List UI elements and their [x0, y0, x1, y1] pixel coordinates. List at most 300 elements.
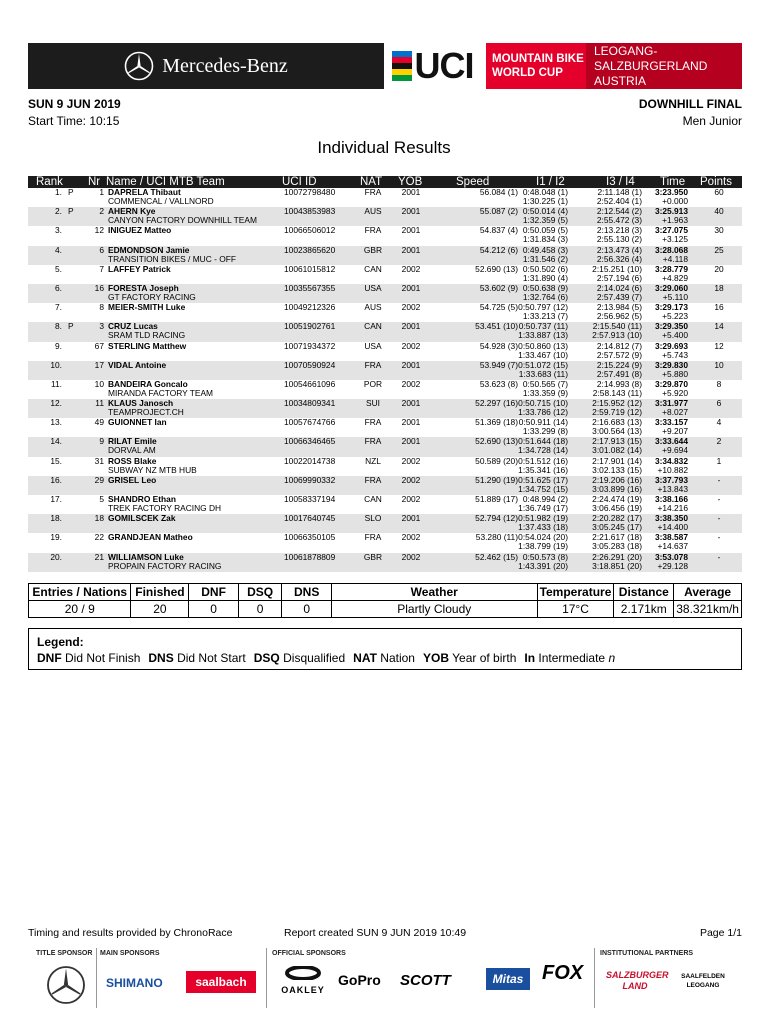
- cell-i2: 1:33.467 (10): [518, 349, 568, 360]
- uci-stripes-icon: [392, 51, 412, 81]
- cell-nr: 31: [94, 455, 104, 466]
- cell-gap: +14.637: [657, 541, 688, 552]
- cell-rank: 13.: [50, 417, 62, 428]
- oakley-ellipse-icon: [276, 966, 330, 980]
- results-table-body: [28, 188, 742, 572]
- summary-header-cell: DNF: [189, 584, 238, 601]
- cell-uci-id: 10054661096: [284, 378, 336, 389]
- legend-item: [353, 651, 415, 665]
- table-row: [28, 284, 742, 303]
- cell-i2: 1:38.799 (19): [518, 541, 568, 552]
- cell-speed: 50.589 (20): [475, 455, 518, 466]
- cell-uci-id: 10017640745: [284, 513, 336, 524]
- cell-i1: 0:50.715 (10): [518, 398, 568, 409]
- cell-points: 12: [714, 340, 724, 351]
- cell-speed: 53.280 (11): [475, 532, 518, 543]
- cell-speed: 53.623 (8): [479, 378, 518, 389]
- cell-uci-id: 10061015812: [284, 263, 336, 274]
- cell-rank: 17.: [50, 494, 62, 504]
- page-number: Page 1/1: [699, 927, 742, 939]
- cell-speed: 52.297 (16): [475, 398, 518, 409]
- cell-rider-name: GRISEL Leo: [108, 474, 157, 485]
- cell-i1: 0:50.860 (13): [518, 340, 568, 351]
- cell-i1: 0:51.982 (19): [518, 513, 568, 524]
- cell-team: TEAMPROJECT.CH: [108, 407, 184, 418]
- cell-yob: 2001: [401, 187, 421, 197]
- cell-yob: 2001: [401, 206, 421, 217]
- cell-time: 3:29.060: [654, 282, 688, 293]
- cell-i2: 1:34.752 (15): [518, 483, 568, 494]
- table-row: [28, 246, 742, 265]
- table-row: [28, 361, 742, 380]
- shimano-logo: SHIMANO: [106, 976, 163, 990]
- cell-uci-id: 10069990332: [284, 474, 336, 485]
- cell-rank: 16.: [50, 474, 62, 485]
- cell-speed: 53.451 (10): [475, 321, 518, 332]
- cell-time: 3:28.068: [654, 244, 688, 255]
- cell-yob: 2002: [401, 455, 421, 466]
- cell-team: GT FACTORY RACING: [108, 291, 196, 302]
- cell-i4: 2:55.130 (2): [596, 234, 642, 245]
- cell-i1: 0:49.458 (3): [522, 244, 568, 255]
- cell-i4: 2:57.572 (9): [596, 349, 642, 360]
- col-uci-id: UCI ID: [282, 176, 317, 188]
- cell-rank: 4.: [55, 244, 62, 255]
- cell-nat: NZL: [365, 455, 381, 466]
- cell-gap: +0.000: [662, 196, 688, 206]
- cell-i3: 2:13.473 (4): [596, 244, 642, 255]
- scott-logo: SCOTT: [400, 972, 451, 989]
- cell-speed: 52.690 (13): [475, 263, 518, 274]
- cell-i1: 0:51.512 (16): [518, 455, 568, 466]
- legend-text: Nation: [380, 651, 415, 665]
- cell-nr: 18: [94, 513, 104, 524]
- cell-i1: 0:50.911 (14): [518, 417, 568, 428]
- summary-value-cell: 2.171km: [614, 601, 674, 618]
- cell-speed: 54.928 (3): [479, 340, 518, 351]
- race-date: SUN 9 JUN 2019: [28, 97, 121, 111]
- cell-gap: +14.216: [657, 503, 688, 513]
- sponsor-divider: [96, 948, 97, 1008]
- cell-nr: 1: [99, 187, 104, 197]
- cell-nat: GBR: [363, 244, 383, 255]
- cell-i3: 2:13.218 (3): [596, 225, 642, 236]
- summary-value-cell: Plartly Cloudy: [331, 601, 537, 618]
- cell-nat: AUS: [364, 206, 382, 217]
- cell-rank: 9.: [55, 340, 62, 351]
- cell-rank: 7.: [55, 302, 62, 313]
- cell-points: 20: [714, 263, 724, 274]
- cell-points: 8: [716, 378, 722, 389]
- cell-speed: 51.889 (17): [475, 494, 518, 504]
- cell-gap: +9.207: [662, 426, 688, 437]
- summary-value-cell: 0: [282, 601, 331, 618]
- cell-uci-id: 10022014738: [284, 455, 336, 466]
- cell-i4: 3:00.564 (13): [592, 426, 642, 437]
- cell-points: 2: [716, 436, 722, 447]
- cell-rider-name: INIGUEZ Matteo: [108, 225, 172, 236]
- cell-nr: 11: [95, 398, 104, 409]
- cell-uci-id: 10051902761: [284, 321, 336, 332]
- legend-abbr: NAT: [353, 651, 377, 665]
- cell-i2: 1:32.359 (5): [522, 215, 568, 226]
- table-row: [28, 533, 742, 552]
- cell-rider-name: CRUZ Lucas: [108, 321, 158, 332]
- cell-rank: 2.: [55, 206, 62, 217]
- cell-nr: 16: [94, 282, 104, 293]
- cell-points: 60: [714, 187, 724, 197]
- cell-speed: 51.369 (18): [475, 417, 518, 428]
- cell-nat: CAN: [364, 321, 382, 332]
- venue-name: LEOGANG-SALZBURGERLAND AUSTRIA: [586, 43, 742, 89]
- cell-yob: 2001: [401, 436, 421, 447]
- legend-text: Year of birth: [452, 651, 517, 665]
- timing-provider: Timing and results provided by ChronoRace: [28, 927, 233, 939]
- cell-points: -: [717, 551, 721, 562]
- cell-yob: 2001: [401, 282, 421, 293]
- cell-points: -: [717, 532, 721, 543]
- legend-text: Did Not Start: [177, 651, 246, 665]
- col-nat: NAT: [360, 176, 383, 188]
- cell-rider-name: MEIER-SMITH Luke: [108, 302, 186, 313]
- cell-time: 3:38.587: [654, 532, 688, 543]
- mercedes-star-icon: [124, 51, 154, 81]
- cell-nr: 17: [94, 359, 104, 370]
- cell-nr: 22: [94, 532, 104, 543]
- cell-points: 4: [716, 417, 722, 428]
- cell-i4: 3:02.133 (15): [592, 464, 642, 475]
- col-i1-i2: I1 / I2: [536, 176, 565, 188]
- cell-i3: 2:15.251 (10): [592, 263, 642, 274]
- cell-nr: 67: [94, 340, 104, 351]
- cell-i3: 2:15.540 (11): [592, 321, 642, 332]
- cell-i1: 0:50.014 (4): [522, 206, 568, 217]
- legend-suffix: n: [608, 651, 616, 665]
- cell-i4: 2:58.143 (11): [592, 387, 642, 398]
- summary-value-cell: 0: [238, 601, 282, 618]
- cell-rank: 18.: [50, 513, 62, 524]
- cell-team: SUBWAY NZ MTB HUB: [108, 464, 197, 475]
- cell-yob: 2001: [401, 359, 421, 370]
- cell-nat: FRA: [364, 225, 382, 236]
- cell-i4: 3:05.283 (18): [592, 541, 642, 552]
- cell-team: MIRANDA FACTORY TEAM: [108, 387, 214, 398]
- cell-yob: 2001: [401, 398, 421, 409]
- uci-logo: [384, 43, 486, 89]
- uci-text: UCI: [414, 45, 474, 86]
- cell-nr: 9: [99, 436, 104, 447]
- cell-uci-id: 10043853983: [284, 206, 336, 217]
- cell-nat: USA: [364, 282, 382, 293]
- cell-uci-id: 10034809341: [284, 398, 336, 409]
- table-row: [28, 380, 742, 399]
- legend-item: [148, 651, 245, 665]
- cell-i2: 1:33.786 (12): [518, 407, 568, 418]
- cell-i2: 1:31.890 (4): [522, 272, 568, 283]
- table-row: [28, 342, 742, 361]
- summary-values-row: [29, 601, 742, 618]
- cell-nr: 7: [99, 263, 104, 274]
- summary-header-cell: DNS: [282, 584, 331, 601]
- event-name: MOUNTAIN BIKE WORLD CUP: [486, 43, 586, 89]
- col-yob: YOB: [398, 176, 423, 188]
- cell-speed: 54.837 (4): [479, 225, 518, 236]
- cell-nr: 10: [94, 378, 104, 389]
- title-sponsor-label: TITLE SPONSOR: [36, 950, 93, 957]
- cell-i1: 0:50.797 (12): [518, 302, 568, 313]
- cell-i2: 1:32.764 (6): [522, 291, 568, 302]
- cell-i3: 2:14.024 (6): [596, 282, 642, 293]
- cell-nr: 29: [94, 474, 104, 485]
- cell-rider-name: WILLIAMSON Luke: [108, 551, 184, 562]
- table-row: [28, 207, 742, 226]
- cell-i1: 0:50.737 (11): [518, 321, 568, 332]
- cell-points: 40: [714, 206, 724, 217]
- cell-nat: FRA: [364, 187, 382, 197]
- cell-i3: 2:21.617 (18): [592, 532, 642, 543]
- cell-rank: 1.: [55, 187, 62, 197]
- cell-time: 3:33.157: [654, 417, 688, 428]
- table-row: [28, 303, 742, 322]
- race-summary-table: [28, 583, 742, 618]
- cell-gap: +5.920: [662, 387, 688, 398]
- summary-header-cell: Entries / Nations: [29, 584, 131, 601]
- cell-nat: FRA: [364, 417, 382, 428]
- cell-uci-id: 10066346465: [284, 436, 336, 447]
- cell-i4: 3:05.245 (17): [592, 522, 642, 533]
- cell-i1: 0:51.625 (17): [518, 474, 568, 485]
- race-category: Men Junior: [682, 114, 742, 128]
- mercedes-star-icon: [46, 965, 86, 1005]
- cell-team: SRAM TLD RACING: [108, 330, 186, 341]
- cell-i1: 0:50.638 (9): [522, 282, 568, 293]
- cell-time: 3:29.870: [654, 378, 688, 389]
- cell-points: -: [717, 513, 721, 524]
- col-i3-i4: I3 / I4: [606, 176, 635, 188]
- legend-abbr: DNF: [37, 651, 62, 665]
- table-row: [28, 437, 742, 456]
- cell-i2: 1:37.433 (18): [518, 522, 568, 533]
- cell-rank: 5.: [55, 263, 62, 274]
- legend-abbr: DSQ: [253, 651, 280, 665]
- cell-team: TREK FACTORY RACING DH: [108, 503, 222, 513]
- cell-uci-id: 10072798480: [284, 187, 336, 197]
- cell-yob: 2001: [401, 417, 421, 428]
- cell-team: CANYON FACTORY DOWNHILL TEAM: [108, 215, 257, 226]
- cell-nr: 3: [99, 321, 104, 332]
- summary-value-cell: 20 / 9: [29, 601, 131, 618]
- cell-gap: +9.694: [662, 445, 688, 456]
- cell-i3: 2:11.148 (1): [597, 187, 642, 197]
- cell-rider-name: RILAT Emile: [108, 436, 157, 447]
- cell-time: 3:27.075: [654, 225, 688, 236]
- cell-speed: 54.212 (6): [479, 244, 518, 255]
- cell-rank: 3.: [55, 225, 62, 236]
- cell-rider-name: EDMONDSON Jamie: [108, 244, 190, 255]
- cell-i2: 1:33.887 (13): [518, 330, 568, 341]
- cell-nat: FRA: [364, 474, 382, 485]
- cell-i4: 2:57.194 (6): [596, 272, 642, 283]
- cell-flag: P: [68, 206, 74, 217]
- cell-i2: 1:36.749 (17): [518, 503, 568, 513]
- cell-nr: 21: [94, 551, 104, 562]
- cell-speed: 52.462 (15): [475, 551, 518, 562]
- cell-i4: 2:55.472 (3): [596, 215, 642, 226]
- cell-points: -: [717, 474, 721, 485]
- cell-gap: +3.125: [662, 234, 688, 245]
- fox-logo: FOX: [542, 962, 584, 984]
- legend-title: Legend:: [37, 635, 84, 649]
- cell-gap: +8.027: [662, 407, 688, 418]
- cell-i2: 1:33.683 (11): [518, 368, 568, 379]
- event-banner: [28, 43, 742, 89]
- cell-rider-name: KLAUS Janosch: [108, 398, 174, 409]
- summary-header-cell: Average: [674, 584, 742, 601]
- legend-abbr: DNS: [148, 651, 174, 665]
- summary-value-cell: 38.321km/h: [674, 601, 742, 618]
- cell-nr: 49: [94, 417, 104, 428]
- cell-rider-name: GUIONNET Ian: [108, 417, 167, 428]
- cell-nr: 8: [99, 302, 104, 313]
- summary-header-cell: Distance: [614, 584, 674, 601]
- cell-i3: 2:17.913 (15): [592, 436, 642, 447]
- cell-points: -: [717, 494, 721, 504]
- cell-rider-name: BANDEIRA Goncalo: [108, 378, 188, 389]
- cell-gap: +14.400: [657, 522, 688, 533]
- cell-gap: +4.829: [662, 272, 688, 283]
- cell-yob: 2001: [401, 225, 421, 236]
- cell-gap: +4.118: [662, 253, 688, 264]
- table-row: [28, 265, 742, 284]
- cell-nr: 5: [99, 494, 104, 504]
- cell-uci-id: 10061878809: [284, 551, 336, 562]
- cell-points: 18: [714, 282, 724, 293]
- cell-i4: 2:59.719 (12): [592, 407, 642, 418]
- cell-i1: 0:50.565 (7): [522, 378, 568, 389]
- cell-time: 3:31.977: [654, 398, 688, 409]
- summary-header-cell: DSQ: [238, 584, 282, 601]
- legend-item: [524, 651, 615, 665]
- legend-abbr: YOB: [422, 651, 449, 665]
- cell-rider-name: GOMILSCEK Zak: [108, 513, 176, 524]
- cell-uci-id: 10049212326: [284, 302, 336, 313]
- cell-time: 3:29.173: [654, 302, 688, 313]
- cell-i3: 2:24.474 (19): [592, 494, 642, 504]
- cell-uci-id: 10071934372: [284, 340, 336, 351]
- cell-rider-name: SHANDRO Ethan: [108, 494, 176, 504]
- cell-rider-name: ROSS Blake: [108, 455, 157, 466]
- col-name: Name / UCI MTB Team: [106, 176, 225, 188]
- cell-time: 3:23.950: [654, 187, 688, 197]
- cell-i1: 0:48.048 (1): [522, 187, 568, 197]
- legend-item: [423, 651, 516, 665]
- cell-nat: FRA: [364, 436, 382, 447]
- cell-gap: +10.882: [657, 464, 688, 475]
- legend-abbr: In: [524, 651, 536, 665]
- cell-i2: 1:30.225 (1): [522, 196, 568, 206]
- cell-speed: 51.290 (19): [475, 474, 518, 485]
- cell-points: 10: [714, 359, 724, 370]
- table-row: [28, 188, 742, 207]
- cell-yob: 2002: [401, 551, 421, 562]
- cell-rider-name: AHERN Kye: [108, 206, 156, 217]
- cell-rank: 12.: [50, 398, 62, 409]
- cell-nr: 2: [99, 206, 104, 217]
- report-created: Report created SUN 9 JUN 2019 10:49: [284, 927, 467, 939]
- cell-i3: 2:19.206 (16): [592, 474, 642, 485]
- cell-team: PROPAIN FACTORY RACING: [108, 560, 222, 571]
- table-row: [28, 418, 742, 437]
- cell-time: 3:29.693: [654, 340, 688, 351]
- cell-i2: 1:31.546 (2): [522, 253, 568, 264]
- cell-i4: 2:56.962 (5): [596, 311, 642, 322]
- table-row: [28, 495, 742, 514]
- gopro-logo: GoPro: [338, 972, 381, 988]
- cell-i2: 1:34.728 (14): [518, 445, 568, 456]
- cell-time: 3:29.830: [654, 359, 688, 370]
- cell-yob: 2002: [401, 474, 421, 485]
- summary-value-cell: 0: [189, 601, 238, 618]
- legend-text: Did Not Finish: [65, 651, 141, 665]
- cell-points: 14: [714, 321, 724, 332]
- cell-rank: 10.: [50, 359, 62, 370]
- cell-speed: 53.949 (7): [479, 359, 518, 370]
- cell-speed: 54.725 (5): [479, 302, 518, 313]
- cell-i1: 0:48.994 (2): [522, 494, 568, 504]
- col-nr: Nr: [88, 176, 101, 188]
- legend-box: [28, 628, 742, 670]
- legend-items: [37, 651, 733, 665]
- cell-i2: 1:33.299 (8): [522, 426, 568, 437]
- cell-time: 3:38.350: [654, 513, 688, 524]
- col-points: Points: [700, 176, 732, 188]
- cell-i2: 1:33.359 (9): [522, 387, 568, 398]
- cell-rank: 20.: [50, 551, 62, 562]
- summary-value-cell: 20: [131, 601, 189, 618]
- cell-yob: 2001: [401, 513, 421, 524]
- cell-uci-id: 10066506012: [284, 225, 336, 236]
- cell-nat: CAN: [364, 263, 382, 274]
- cell-i3: 2:14.993 (8): [596, 378, 642, 389]
- cell-rank: 19.: [50, 532, 62, 543]
- table-row: [28, 476, 742, 495]
- sponsor-divider: [594, 948, 595, 1008]
- cell-i2: 1:31.834 (3): [522, 234, 568, 245]
- cell-gap: +5.110: [662, 291, 688, 302]
- legend-text: Disqualified: [283, 651, 346, 665]
- cell-i3: 2:26.291 (20): [592, 551, 642, 562]
- summary-header-row: [29, 584, 742, 601]
- cell-i3: 2:15.952 (12): [592, 398, 642, 409]
- cell-i4: 2:57.491 (8): [596, 368, 642, 379]
- table-row: [28, 322, 742, 341]
- cell-yob: 2001: [401, 321, 421, 332]
- cell-i1: 0:51.072 (15): [518, 359, 568, 370]
- cell-i1: 0:50.059 (5): [522, 225, 568, 236]
- cell-time: 3:29.350: [654, 321, 688, 332]
- cell-rider-name: LAFFEY Patrick: [108, 263, 171, 274]
- cell-yob: 2002: [401, 532, 421, 543]
- cell-i4: 3:01.082 (14): [592, 445, 642, 456]
- cell-rider-name: VIDAL Antoine: [108, 359, 167, 370]
- institutional-partners-label: INSTITUTIONAL PARTNERS: [600, 950, 694, 957]
- cell-yob: 2002: [401, 263, 421, 274]
- cell-i2: 1:43.391 (20): [518, 560, 568, 571]
- cell-time: 3:38.166: [654, 494, 688, 504]
- cell-uci-id: 10070590924: [284, 359, 336, 370]
- cell-i4: 2:56.326 (4): [596, 253, 642, 264]
- cell-nr: 6: [99, 244, 104, 255]
